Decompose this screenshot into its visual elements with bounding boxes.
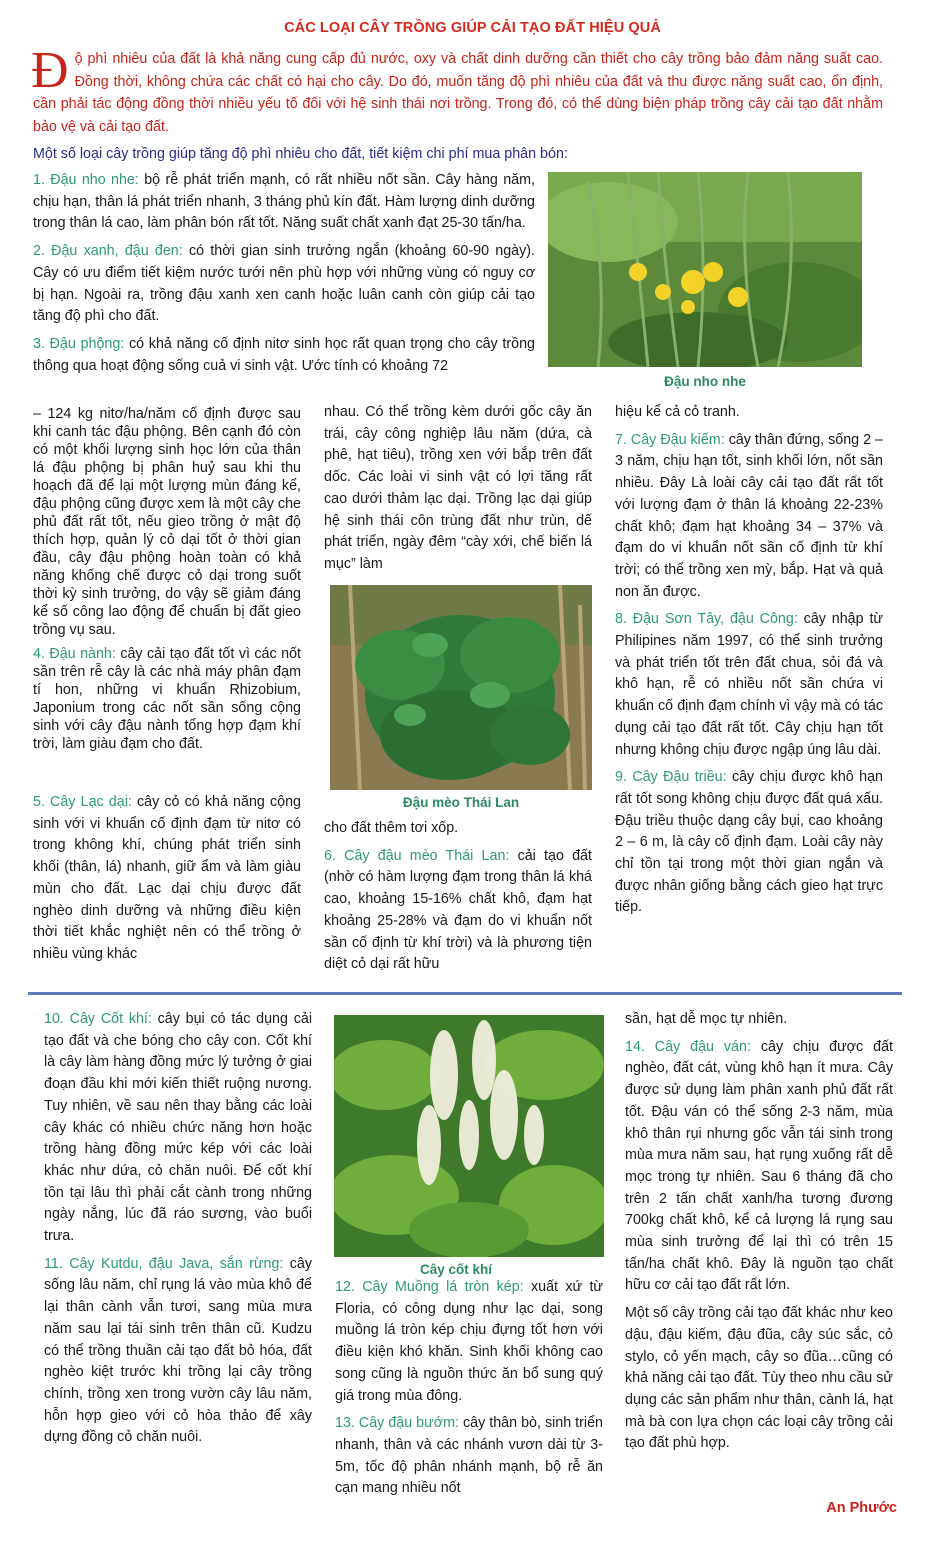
- lead-sentence: Một số loại cây trồng giúp tăng độ phì nhiêu cho đất, tiết kiệm chi phí mua phân bón:: [33, 146, 568, 162]
- bottom-column-1: [44, 1009, 312, 1455]
- section-divider: [28, 992, 902, 995]
- item-heading: 4. Đậu nành:: [33, 646, 116, 662]
- intro-text: ộ phì nhiêu của đất là khả năng cung cấp đủ nước, oxy và chất dinh dưỡng cần thiết cho cây trồng bảo đảm năng suất cao. Đồng thời, không chứa các chất có hại cho cây. Do đó, muốn tăng độ phì nhiêu của đất và thu được năng suất cao, ổn định, cần phải tác động đồng thời nhiều yếu tố đối với hệ sinh thái nơi trồng. Trong đó, có thể dùng biện pháp trồng cây cải tạo đất nhằm bảo vệ và cải tạo đất.: [33, 51, 883, 135]
- item-heading: 1. Đậu nho nhe:: [33, 172, 139, 188]
- column-1-lower: [33, 792, 301, 972]
- item-10: [44, 1009, 312, 1248]
- item-3: [33, 334, 535, 377]
- item-11: [44, 1254, 312, 1449]
- plant-photo-icon: [330, 585, 592, 790]
- photo-dau-meo-thai-lan: [330, 585, 592, 790]
- item-text: cây chịu được khô hạn rất tốt song không chịu được đất quá xấu. Đậu triều thuộc dạng cây bụi, cao khoảng 2 – 6 m, là cây cố định đạm. Loài cây này chỉ tồn tại trong một thời gian ngắn và được nhân giống bằng cách gieo hạt trực tiếp.: [615, 769, 883, 916]
- item-text: cây chịu được đất nghèo, đất cát, vùng khô hạn ít mưa. Cây được sử dụng làm phân xanh phủ đất rất tốt. Đậu ván có thể sống 2-3 năm, mùa khô thân rụi nhưng gốc vẫn tái sinh trong mùa mưa năm sau, hạt rụng xuống rất dễ mọc trong tự nhiên. Sau 6 tháng đã cho trên 2 tấn chất xanh/ha tương đương 700kg chất khô, kể cả lượng lá rụng sau mùa sinh trưởng để lại thì có trên 15 tấn/ha chất khô. Đây là nguồn tạo chất hữu cơ cải tạo đất rất lớn.: [625, 1038, 893, 1294]
- column-1: [33, 405, 301, 759]
- closing-paragraph: Một số cây trồng cải tạo đất khác như keo dậu, đậu kiếm, đậu đũa, cây súc sắc, cỏ stylo, cỏ yến mạch, cây so đũa…cũng có khả năng cải tạo đất. Tùy theo nhu cầu sử dụng các sản phẩm như thân, cành lá, hạt mà bà con lựa chọn các loại cây trồng cải tạo đất phù hợp.: [625, 1305, 893, 1452]
- item-9: [615, 767, 883, 919]
- item-heading: 10. Cây Cốt khí:: [44, 1011, 152, 1027]
- item-text: cây thân bò, sinh triển nhanh, thân và các nhánh vươn dài từ 3-5m, tốc độ phân nhánh mạnh, bộ rễ ăn cạn mang nhiều nốt: [335, 1415, 603, 1497]
- item-6-cont: hiệu kể cả cỏ tranh.: [615, 404, 740, 420]
- item-14: [625, 1037, 893, 1297]
- item-heading: 9. Cây Đậu triều:: [615, 769, 727, 786]
- photo-dau-nho-nhe: [548, 172, 862, 367]
- plant-photo-icon: [334, 1015, 604, 1257]
- item-heading: 2. Đậu xanh, đậu đen:: [33, 243, 183, 260]
- item-8: [615, 609, 883, 761]
- item-text: cây sống lâu năm, chỉ rụng lá vào mùa khô để lại thân cành vẫn tươi, sang mùa mưa năm sau lại tái sinh trên thân cũ. Kudzu có thể trồng thuần cải tạo đất bỏ hóa, đất nghèo kiệt trước khi trồng lại cây trồng chính, trồng xen trong vườn cây lâu năm, hỗn hợp gieo với cỏ hòa thảo để xây dựng đồng cỏ chăn nuôi.: [44, 1255, 312, 1446]
- item-5-cont: nhau. Có thể trồng kèm dưới gốc cây ăn trái, cây công nghiệp lâu năm (dứa, cà phê, hạt tiêu), trồng xen với bắp trên đất dốc. Các loài vi sinh vật có lợi tăng rất cao dưới thảm lạc dại. Trồng lạc dại giúp hệ sinh thái côn trùng đất như trùn, dế phát triển, ngày đêm “cày xới, chế biến lá mục” làm: [324, 404, 592, 572]
- item-text: cây cỏ có khả năng cộng sinh với vi khuẩn cố định đạm từ nitơ có trong không khí, chúng phát triển sinh khối (thân, lá) nhanh, giữ ẩm và làm giàu mùn cho đất. Lạc dại chịu được đất nghèo dinh dưỡng và những điều kiện thời tiết khắc nghiệt nên có thể trồng ở nhiều vùng khác: [33, 794, 302, 962]
- item-3-cont: – 124 kg nitơ/ha/năm cố định được sau khi canh tác đậu phộng. Bên cạnh đó còn có một khối lượng sinh học lớn của thân lá đậu phộng bị phân huỷ sau khi thu hoạch đã để lại một lượng mùn đáng kể, đậu phộng cũng được xem là một cây che phủ đất rất tốt, nếu gieo trồng ở mật độ thích hợp, quản lý cỏ dại tốt ở thời gian đầu, cây đậu phộng hoàn toàn có khả năng khống chế được cỏ dại trong suốt thời kỳ sinh trưởng, do vậy sẽ giảm đáng kể số công lao động để chuẩn bị đất gieo trồng vụ sau.: [33, 406, 301, 638]
- item-heading: 8. Đậu Sơn Tây, đậu Công:: [615, 611, 798, 628]
- item-text: cây cải tạo đất tốt vì các nốt sần trên rễ cây là các nhà máy phân đạm tí hon, những vi khuẩn Rhizobium, Japonium trong các nốt sần sống cộng sinh với cây đậu nành tổng hợp đạm khí trời, làm giàu đạm cho đất.: [33, 646, 301, 752]
- caption-dau-meo: Đậu mèo Thái Lan: [402, 795, 520, 810]
- item-heading: 14. Cây đậu ván:: [625, 1038, 751, 1055]
- plant-photo-icon: [548, 172, 862, 367]
- intro-paragraph: [31, 42, 883, 138]
- item-4: [33, 645, 301, 753]
- item-5: [33, 792, 301, 966]
- bottom-column-3: [625, 1009, 893, 1461]
- item-text: có khả năng cố định nitơ sinh học rất quan trọng cho cây trồng thông qua hoạt động sống cuả vi sinh vật. Ước tính có khoảng 72: [33, 335, 535, 374]
- caption-cot-khi: Cây cốt khí: [419, 1262, 493, 1277]
- item-text: cây nhập từ Philipines năm 1997, có thể sinh trưởng và phát triển tốt trên đất chua, sỏi đá và khô hạn, rễ có nhiều nốt sần chứa vi khuẩn cố định đạm chính vì vậy mà có tác dụng cải tạo đất rất tốt. Cây chịu hạn tốt nhưng không chịu được ngập úng lâu dài.: [615, 611, 883, 758]
- item-2: [33, 241, 535, 328]
- author-name: An Phước: [826, 1500, 897, 1516]
- item-heading: 12. Cây Muồng lá tròn kép:: [335, 1279, 524, 1295]
- article-title: CÁC LOẠI CÂY TRỒNG GIÚP CẢI TẠO ĐẤT HIỆU QUẢ: [284, 20, 661, 36]
- item-5-end: cho đất thêm tơi xốp.: [324, 820, 459, 836]
- column-2-top: [324, 402, 592, 582]
- item-text: cây thân đứng, sống 2 – 3 năm, chịu hạn tốt, sinh khối lớn, nốt sần nhiều. Đây Là loài cây cải tạo đất rất tốt với lượng đạm ở thân lá khoảng 22-23% chất khô; đạm hạt khoảng 34 – 37% và đạm do vi khuẩn nốt sần cố định từ khí trời; có thể trồng xen mỳ, bắp. Hạt và quả non ăn được.: [615, 431, 883, 600]
- item-heading: 3. Đậu phộng:: [33, 335, 125, 352]
- dropcap: Đ: [31, 42, 69, 99]
- item-text: xuất xứ từ Floria, có công dụng như lạc dại, song muồng lá tròn kép chịu đựng tốt hơn với điều kiện khó khăn. Sinh khối không cao song cũng là nguồn thức ăn bổ sung quý giá trong mùa đông.: [335, 1279, 603, 1404]
- column-2-lower: [324, 818, 592, 982]
- item-heading: 6. Cây đậu mèo Thái Lan:: [324, 847, 510, 864]
- item-text: có thời gian sinh trưởng ngắn (khoảng 60-90 ngày). Cây có ưu điểm tiết kiệm nước tưới nên phù hợp với những vùng có nguy cơ bị hạn. Ngoài ra, trồng đậu xanh xen canh hoặc luân canh còn giúp cải tạo tăng độ phì cho đất.: [33, 243, 535, 325]
- item-12: [335, 1277, 603, 1407]
- item-text: bộ rễ phát triển mạnh, có rất nhiều nốt sần. Cây hàng năm, chịu hạn, thân lá phát triển nhanh, 3 tháng phủ kín đất. Hàm lượng dinh dưỡng trong thân lá cao, làm phân bón rất tốt. Năng suất chất xanh đạt 25-30 tấn/ha.: [33, 172, 536, 232]
- item-heading: 11. Cây Kutdu, đậu Java, sắn rừng:: [44, 1255, 284, 1272]
- caption-dau-nho-nhe: Đậu nho nhe: [664, 374, 746, 389]
- photo-cay-cot-khi: [334, 1015, 604, 1257]
- column-3: [615, 402, 883, 925]
- item-13: [335, 1413, 603, 1500]
- item-text: cây bụi có tác dụng cải tạo đất và che bóng cho cây con. Cốt khí là cây làm hàng đồng mức lý tưởng ở giai đoạn đầu khi mới kiến thiết ruộng nương. Tuy nhiên, về sau nên thay bằng các loài cây khác có nhiều chức năng hơn hoặc trồng hàng đồng mức kép với các loài khác như dứa, cỏ chăn nuôi. Để cốt khí tồn tại lâu thì phải cắt cành trong những ngày nắng, lúc đã ráo sương, vào buổi trưa.: [44, 1011, 312, 1245]
- item-heading: 5. Cây Lạc dại:: [33, 794, 132, 810]
- item-6: [324, 846, 592, 976]
- item-heading: 13. Cây đậu bướm:: [335, 1415, 459, 1432]
- item-13-cont: sần, hạt dễ mọc tự nhiên.: [625, 1011, 788, 1027]
- item-7: [615, 430, 883, 604]
- item-heading: 7. Cây Đậu kiếm:: [615, 431, 725, 448]
- bottom-column-2: [335, 1277, 603, 1506]
- items-block-top: [33, 170, 535, 383]
- item-1: [33, 170, 535, 235]
- item-text: cải tạo đất (nhờ có hàm lượng đạm trong thân lá khá cao, khoảng 15-16% chất khô, đạm hạt khoảng 25-28% và đạm do vi khuẩn nốt sần cố định từ khí trời) và là phương tiện diệt cỏ dại rất hữu: [324, 847, 592, 973]
